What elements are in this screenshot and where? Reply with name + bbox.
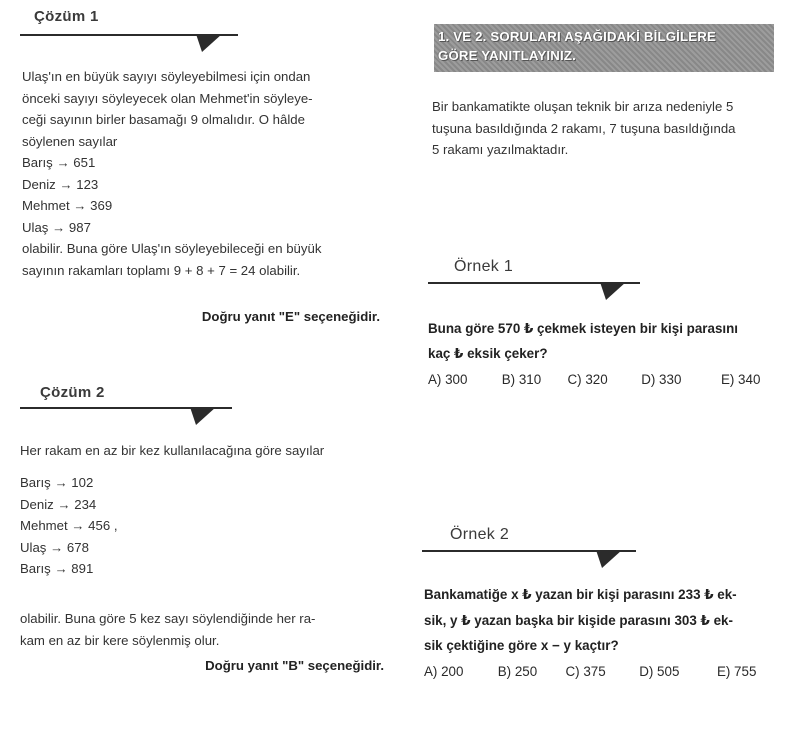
question-line: Buna göre 570 ₺ çekmek isteyen bir kişi parasını	[428, 321, 739, 336]
banner-line: GÖRE YANITLAYINIZ.	[438, 48, 576, 63]
ornek1-options	[428, 372, 760, 387]
text-line: 5 rakamı yazılmaktadır.	[432, 142, 569, 157]
text-line: ceği sayının birler basamağı 9 olmalıdır. O hâlde	[22, 112, 305, 127]
option-b[interactable]: B) 250	[497, 664, 538, 679]
option-e[interactable]: E) 340	[720, 372, 761, 387]
text-line: tuşuna basıldığında 2 rakamı, 7 tuşuna basıldığında	[432, 120, 736, 136]
text-line: söylenen sayılar	[22, 133, 118, 149]
text-line: kam en az bir kere söylenmiş olur.	[20, 632, 220, 648]
ornek1-question	[428, 316, 738, 366]
cozum1-answer: Doğru yanıt "E" seçeneğidir.	[201, 309, 380, 324]
ornek2-title: Örnek 2	[450, 526, 510, 543]
list-item: Ulaş → 678	[20, 539, 89, 555]
cozum1-pointer	[196, 34, 222, 52]
question-line: sik çektiğine göre x − y kaçtır?	[424, 638, 619, 653]
option-e[interactable]: E) 755	[716, 664, 757, 679]
banner-text	[438, 27, 778, 65]
option-a[interactable]: A) 300	[428, 372, 468, 387]
list-item: Mehmet → 456 ,	[20, 518, 118, 533]
list-item: Barış → 102	[20, 475, 94, 490]
text-line: önceki sayıyı söyleyecek olan Mehmet'in söyleye-	[22, 90, 313, 106]
question-line: Bankamatiğe x ₺ yazan bir kişi parasını 233 ₺ ek-	[424, 587, 737, 602]
text-line: Bir bankamatikte oluşan teknik bir arıza nedeniyle 5	[432, 99, 734, 114]
list-item: Ulaş → 987	[22, 219, 91, 235]
text-line: Ulaş'ın en büyük sayıyı söyleyebilmesi için ondan	[22, 69, 311, 84]
banner-line: 1. VE 2. SORULARI AŞAĞIDAKİ BİLGİLERE	[438, 29, 717, 44]
cozum1-title: Çözüm 1	[34, 8, 99, 25]
option-d[interactable]: D) 505	[639, 664, 680, 679]
text-line: olabilir. Buna göre 5 kez sayı söylendiğinde her ra-	[20, 611, 316, 626]
cozum2-pointer	[190, 407, 216, 425]
ornek2-options	[424, 664, 756, 679]
text-line: sayının rakamları toplamı 9 + 8 + 7 = 24 olabilir.	[22, 262, 301, 278]
list-item: Barış → 891	[20, 561, 94, 576]
text-line: olabilir. Buna göre Ulaş'ın söyleyebileceği en büyük	[22, 241, 322, 256]
option-a[interactable]: A) 200	[424, 664, 464, 679]
question-line: kaç ₺ eksik çeker?	[428, 346, 548, 361]
list-item: Deniz → 234	[20, 496, 97, 512]
cozum2-list	[20, 472, 117, 580]
ornek1-pointer	[600, 282, 626, 300]
ornek2-pointer	[596, 550, 622, 568]
cozum2-answer: Doğru yanıt "B" seçeneğidir.	[205, 658, 384, 673]
cozum2-lead: Her rakam en az bir kez kullanılacağına göre sayılar	[20, 443, 325, 458]
cozum1-body	[22, 66, 321, 281]
list-item: Barış → 651	[22, 155, 96, 170]
list-item: Mehmet → 369	[22, 198, 113, 213]
option-d[interactable]: D) 330	[641, 372, 682, 387]
ornek2-question	[424, 582, 737, 659]
cozum2-title: Çözüm 2	[40, 384, 105, 401]
option-b[interactable]: B) 310	[501, 372, 542, 387]
option-c[interactable]: C) 375	[565, 664, 606, 679]
ornek1-title: Örnek 1	[454, 258, 514, 275]
list-item: Deniz → 123	[22, 176, 99, 192]
question-line: sik, y ₺ yazan başka bir kişide parasını 303 ₺ ek-	[424, 612, 733, 628]
cozum2-after	[20, 608, 315, 651]
intro-text	[432, 96, 736, 161]
option-c[interactable]: C) 320	[567, 372, 608, 387]
